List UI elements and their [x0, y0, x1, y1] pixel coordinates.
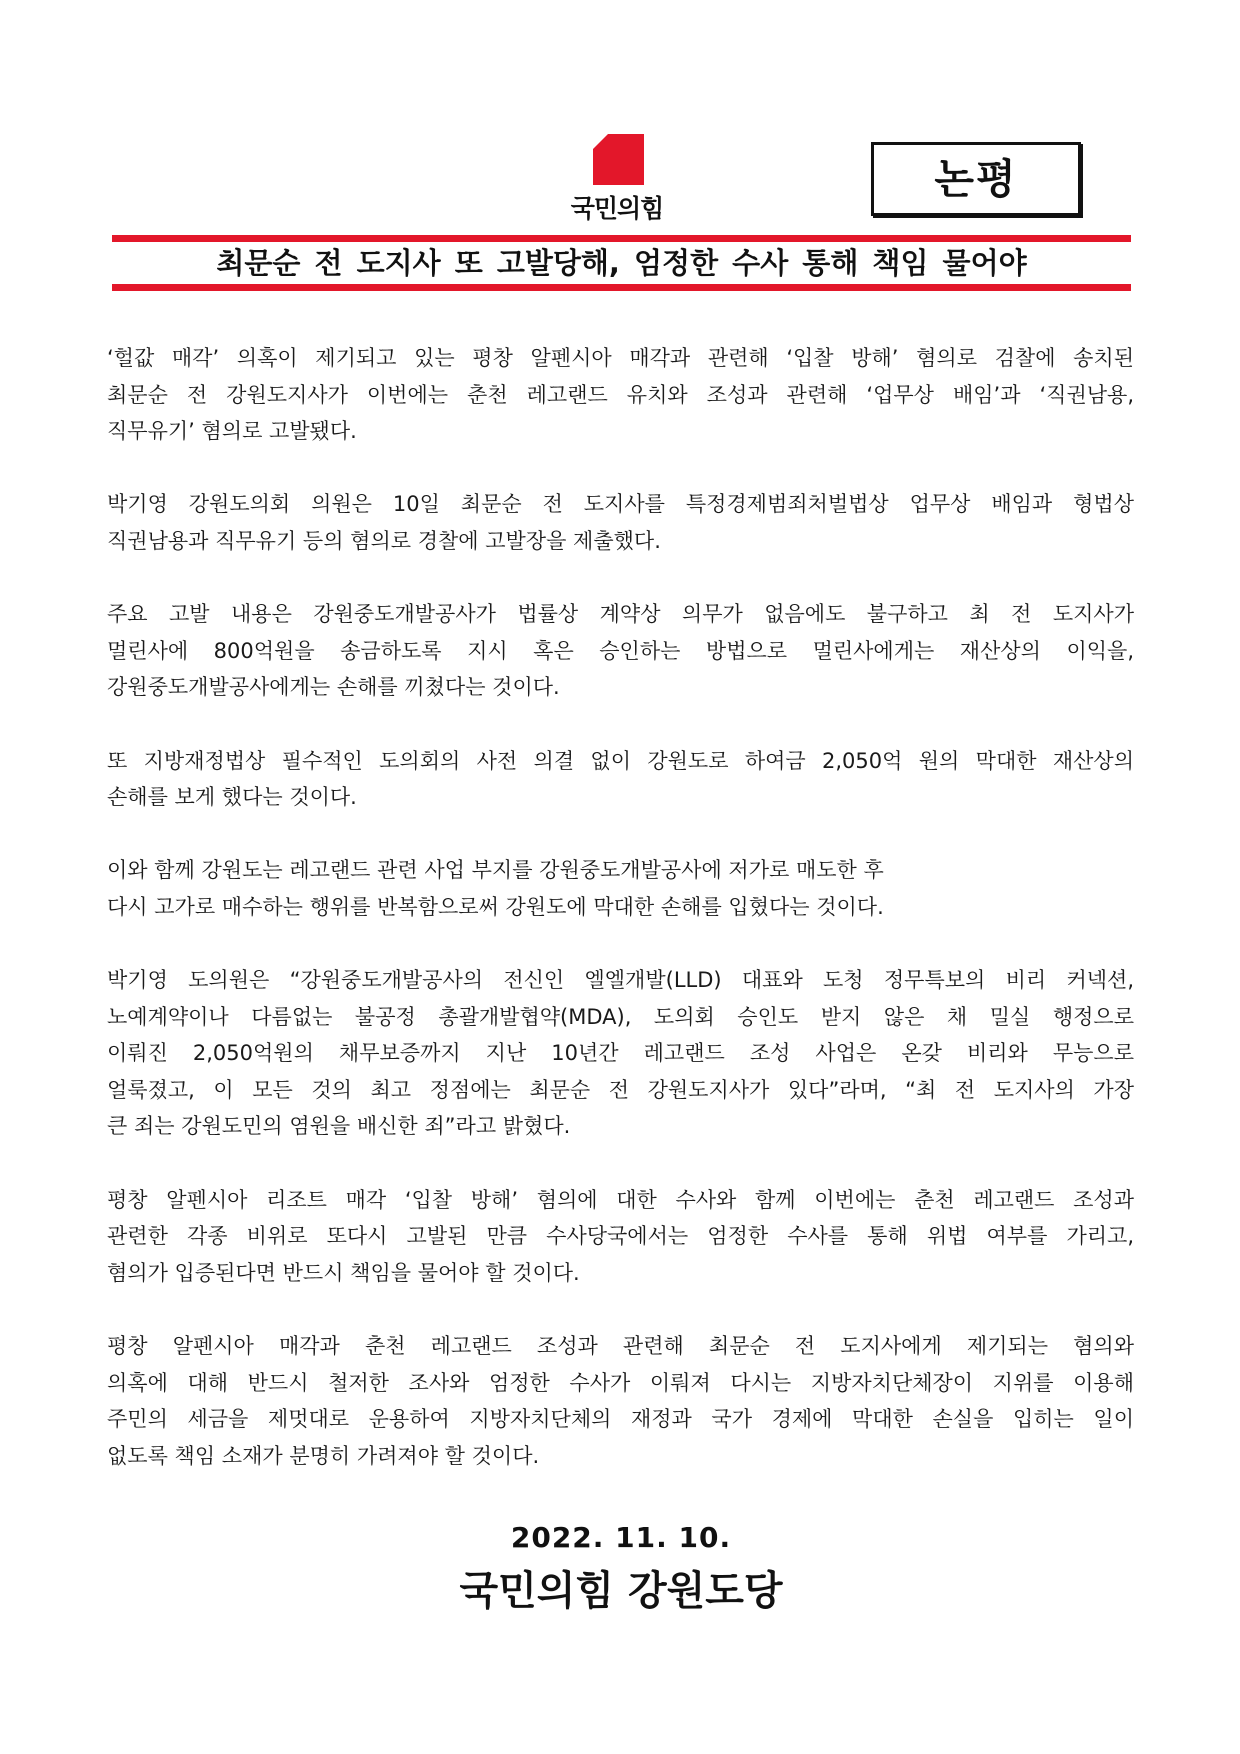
- body-paragraph: [107, 852, 1134, 925]
- body-line: 또 지방재정법상 필수적인 도의회의 사전 의결 없이 강원도로 하여금 2,050억 원의 막대한 재산상의: [107, 748, 1134, 773]
- body-line: 이와 함께 강원도는 레고랜드 관련 사업 부지를 강원중도개발공사에 저가로 매도한 후: [107, 858, 884, 883]
- body-line: 손해를 보게 했다는 것이다.: [107, 785, 357, 810]
- body-line: 없도록 책임 소재가 분명히 가려져야 할 것이다.: [107, 1443, 540, 1468]
- body-line: 관련한 각종 비위로 또다시 고발된 만큼 수사당국에서는 엄정한 수사를 통해 위법 여부를 가리고,: [107, 1224, 1134, 1249]
- body-paragraph: [107, 486, 1134, 559]
- body-line: 박기영 도의원은 “강원중도개발공사의 전신인 엘엘개발(LLD) 대표와 도청 정무특보의 비리 커넥션,: [107, 968, 1134, 993]
- party-logo-shape: [593, 134, 644, 185]
- page-title: 최문순 전 도지사 또 고발당해, 엄정한 수사 통해 책임 물어야: [216, 246, 1027, 280]
- body-line: 최문순 전 강원도지사가 이번에는 춘천 레고랜드 유치와 조성과 관련해 ‘업무상 배임’과 ‘직권남용,: [107, 382, 1134, 407]
- body-paragraph: [107, 596, 1134, 706]
- body-line: 주요 고발 내용은 강원중도개발공사가 법률상 계약상 의무가 없음에도 불구하고 최 전 도지사가: [107, 602, 1134, 627]
- body-line: 강원중도개발공사에게는 손해를 끼쳤다는 것이다.: [107, 675, 560, 700]
- body-line: 이뤄진 2,050억원의 채무보증까지 지난 10년간 레고랜드 조성 사업은 온갖 비리와 무능으로: [107, 1041, 1134, 1066]
- body-line: 혐의가 입증된다면 반드시 책임을 물어야 할 것이다.: [107, 1260, 580, 1285]
- body-line: 의혹에 대해 반드시 철저한 조사와 엄정한 수사가 이뤄져 다시는 지방자치단체장이 지위를 이용해: [107, 1370, 1134, 1395]
- body-line: 멀린사에 800억원을 송금하도록 지시 혹은 승인하는 방법으로 멀린사에게는 재산상의 이익을,: [107, 638, 1134, 663]
- body-line: 얼룩졌고, 이 모든 것의 최고 정점에는 최문순 전 강원도지사가 있다”라며, “최 전 도지사의 가장: [107, 1077, 1134, 1102]
- body-line: ‘헐값 매각’ 의혹이 제기되고 있는 평창 알펜시아 매각과 관련해 ‘입찰 방해’ 혐의로 검찰에 송치된: [107, 346, 1134, 370]
- body-line: 평창 알펜시아 매각과 춘천 레고랜드 조성과 관련해 최문순 전 도지사에게 제기되는 혐의와: [107, 1334, 1134, 1359]
- body-paragraph: [107, 1182, 1134, 1292]
- body-paragraph: [107, 743, 1134, 816]
- release-date: 2022. 11. 10.: [510, 1521, 732, 1554]
- title-top-rule: [112, 235, 1131, 242]
- body-text: [107, 340, 1134, 1511]
- issuing-organization: 국민의힘 강원도당: [459, 1568, 783, 1614]
- body-line: 직권남용과 직무유기 등의 혐의로 경찰에 고발장을 제출했다.: [107, 528, 661, 553]
- doc-type-label: 논평: [934, 155, 1018, 203]
- body-paragraph: [107, 962, 1134, 1145]
- body-line: 박기영 강원도의회 의원은 10일 최문순 전 도지사를 특정경제범죄처벌법상 업무상 배임과 형법상: [107, 492, 1134, 517]
- body-line: 직무유기’ 혐의로 고발됐다.: [107, 419, 357, 444]
- doc-type-box: [871, 142, 1081, 216]
- party-logo-mark-icon: [593, 134, 644, 185]
- body-line: 주민의 세금을 제멋대로 운용하여 지방자치단체의 재정과 국가 경제에 막대한 손실을 입히는 일이: [107, 1407, 1134, 1432]
- body-paragraph: [107, 1328, 1134, 1474]
- body-paragraph: [107, 340, 1134, 450]
- body-line: 노예계약이나 다름없는 불공정 총괄개발협약(MDA), 도의회 승인도 받지 않은 채 밀실 행정으로: [107, 1004, 1134, 1029]
- party-logo-text: 국민의힘: [570, 194, 664, 223]
- body-line: 큰 죄는 강원도민의 염원을 배신한 죄”라고 밝혔다.: [107, 1114, 571, 1139]
- title-bottom-rule: [112, 284, 1131, 291]
- body-line: 다시 고가로 매수하는 행위를 반복함으로써 강원도에 막대한 손해를 입혔다는 것이다.: [107, 894, 884, 919]
- body-line: 평창 알펜시아 리조트 매각 ‘입찰 방해’ 혐의에 대한 수사와 함께 이번에는 춘천 레고랜드 조성과: [107, 1187, 1134, 1212]
